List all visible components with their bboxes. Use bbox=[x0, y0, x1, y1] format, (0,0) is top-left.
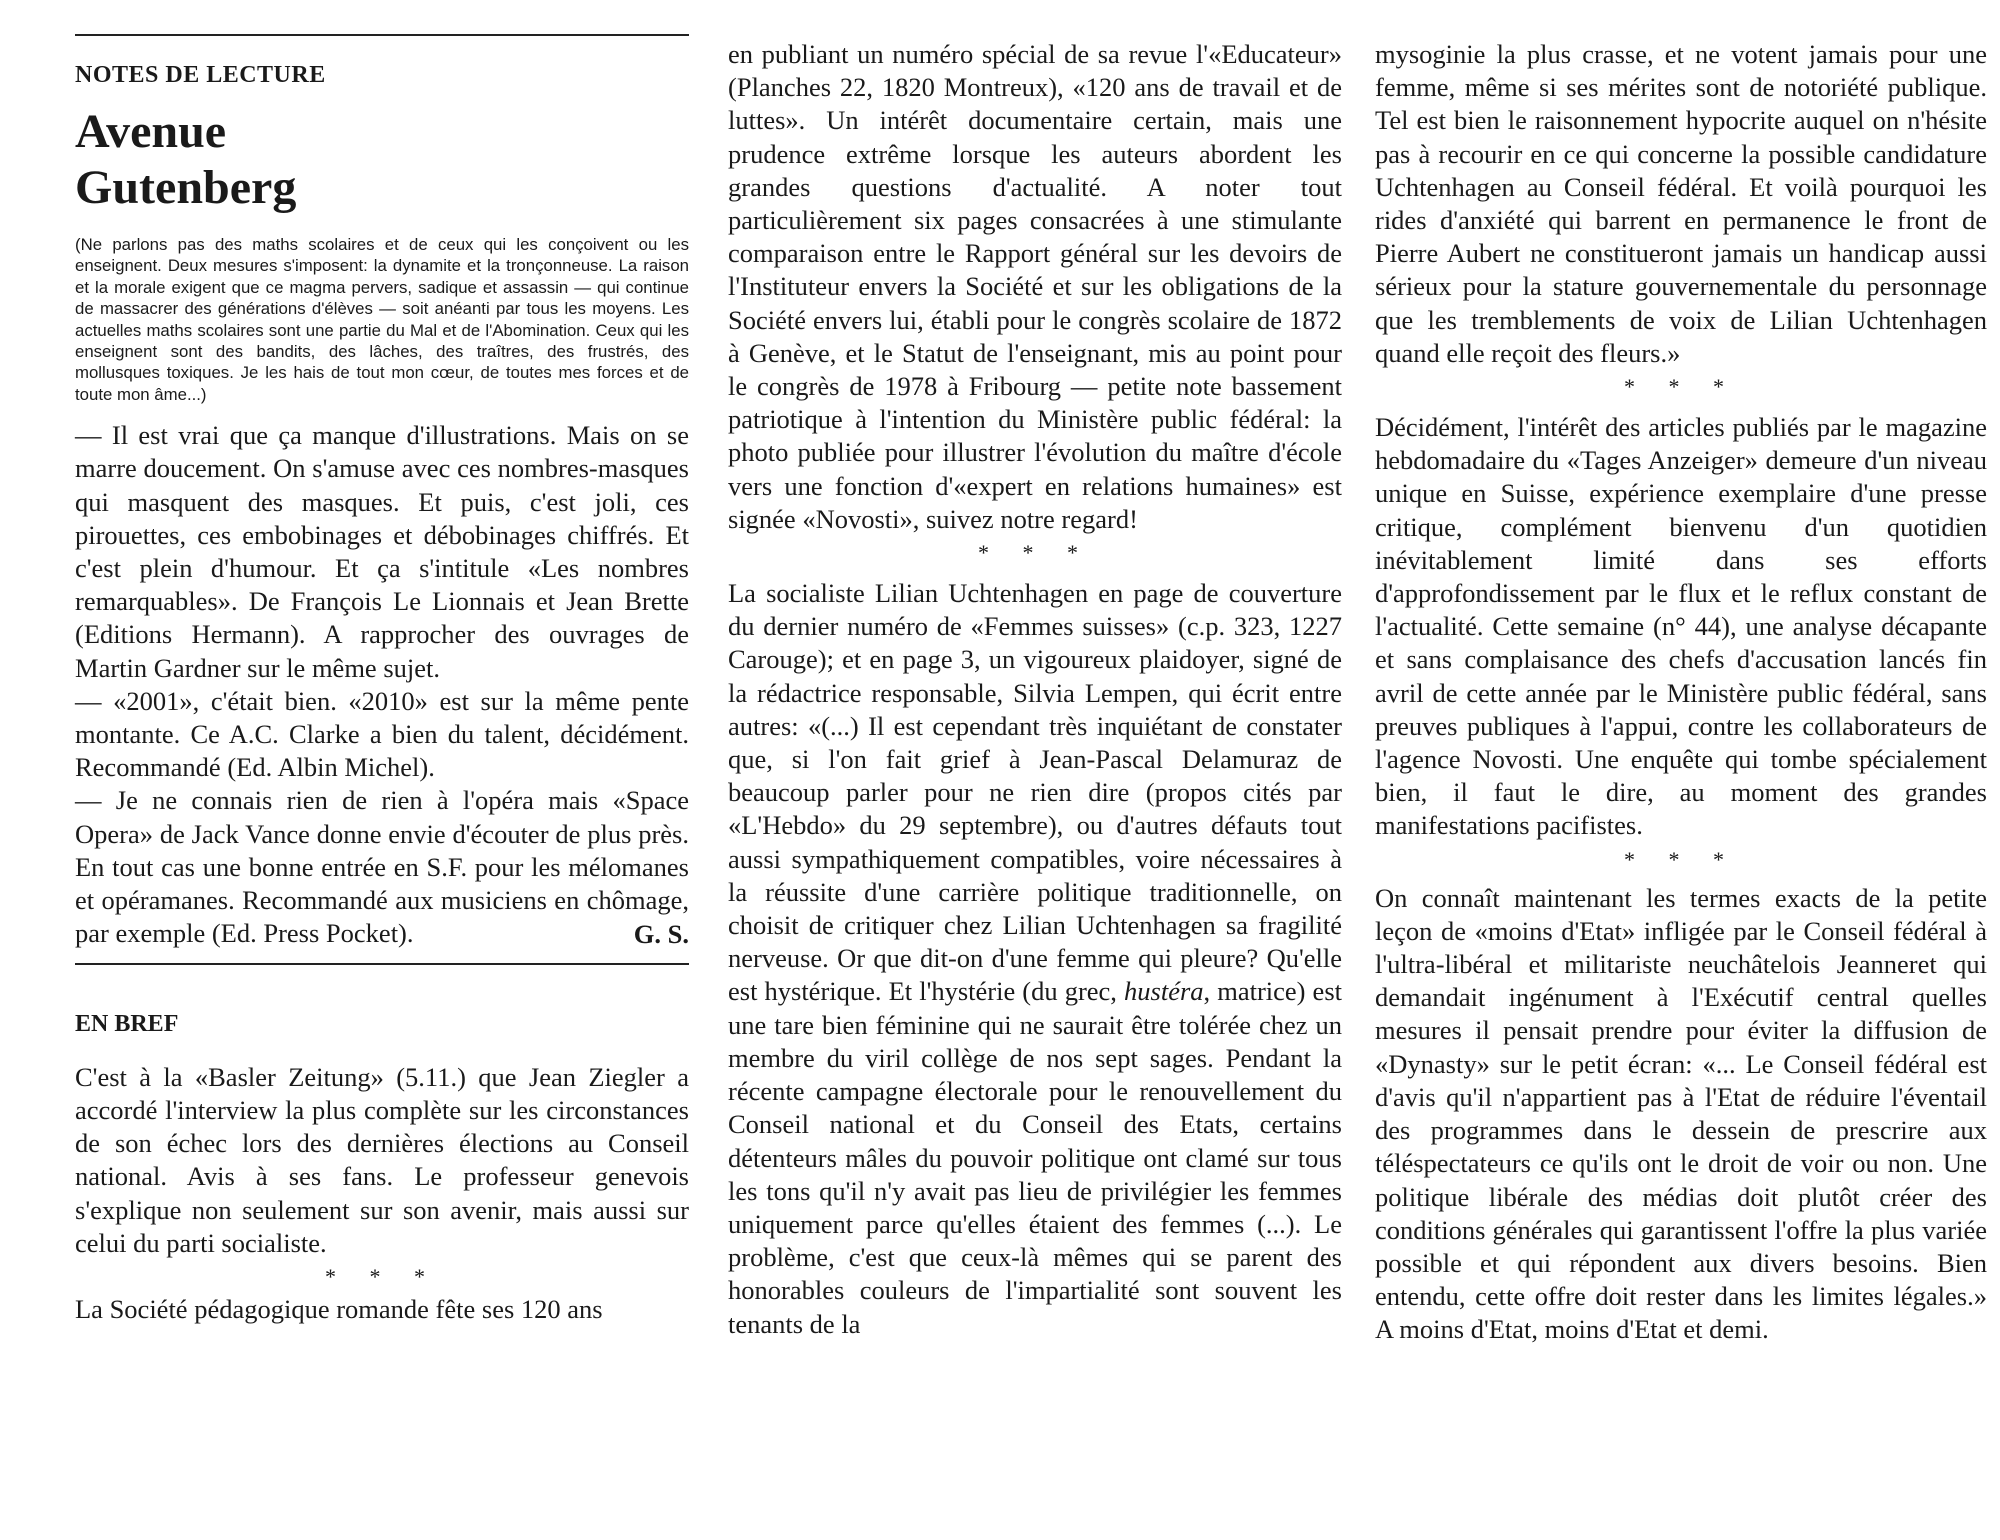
top-rule bbox=[75, 34, 689, 36]
mysoginie-paragraph: mysoginie la plus crasse, et ne votent jamais pour une femme, même si ses mérites sont de notoriété publique. Tel est bien le raisonnement hypocrite auquel on n'hésite pas à recourir en ce qui concerne la possible candidature Uchtenhagen au Conseil fédéral. Et voilà pourquoi les rides d'anxiété qui barrent en permanence le front de Pierre Aubert ne constitueront jamais un handicap aussi sérieux pour la stature gouvernementale du personnage que les tremblements de voix de Lilian Uchtenhagen quand elle reçoit des fleurs.» bbox=[1375, 39, 1987, 368]
section-divider-rule bbox=[75, 963, 689, 965]
uchtenhagen-italic-word: hustéra bbox=[1124, 976, 1204, 1007]
separator-stars: * * * bbox=[325, 1263, 439, 1289]
separator-stars: * * * bbox=[1624, 374, 1738, 400]
column-3 bbox=[1375, 38, 1987, 1347]
headline-line-2: Gutenberg bbox=[75, 161, 297, 214]
uchtenhagen-text-b: , matrice) est une tare bien féminine qui ne saurait être tolérée chez un membre du viril collège de nos sept sages. Pendant la récente campagne électorale pour le renouvellement du Conseil national et du Conseil des Etats, certains détenteurs mâles du pouvoir politique ont clamé sur tous les tons qu'il n'y avait pas lieu de privilégier les femmes uniquement parce qu'elles étaient des femmes (...). Le problème, c'est que ceux-là mêmes qui se parent des honorables couleurs de l'impartialité sont souvent les tenants de la bbox=[728, 976, 1342, 1339]
uchtenhagen-paragraph bbox=[728, 577, 1342, 1341]
separator-stars: * * * bbox=[978, 540, 1092, 566]
bref-paragraph-2-start: La Société pédagogique romande fête ses 120 ans bbox=[75, 1293, 603, 1324]
moins-detat-paragraph: On connaît maintenant les termes exacts de la petite leçon de «moins d'Etat» infligée par le Conseil fédéral à l'ultra-libéral et militariste neuchâtelois Jeanneret qui demandait ingénument à l'Exécutif central quelles mesures il pensait prendre pour éviter la diffusion de «Dynasty» sur le petit écran: «... Le Conseil fédéral est d'avis qu'il n'appartient pas à l'Etat de réduire l'éventail des programmes dans le dessein de prescrire aux téléspectateurs ce qu'ils ont le droit de voir ou non. Une politique libérale des médias doit plutôt créer des conditions générales qui garantissent l'offre la plus variée possible et qui répondent aux divers besoins. Bien entendu, cette offre doit rester dans les limites légales.» A moins d'Etat, moins d'Etat et demi. bbox=[1375, 882, 1987, 1345]
column-2 bbox=[728, 38, 1342, 1341]
article-headline bbox=[75, 104, 689, 216]
tages-anzeiger-paragraph: Décidément, l'intérêt des articles publiés par le magazine hebdomadaire du «Tages Anzeiger» demeure d'un niveau unique en Suisse, expérience exemplaire d'une presse critique, complément bienvenu d'un quotidien inévitablement limité dans ses efforts d'approfondissement par le flux et le reflux constant de l'actualité. Cette semaine (n° 44), une analyse décapante et sans complaisance des chefs d'accusation lancés fin avril de cette année par le Ministère public fédéral, sans preuves publiques à l'appui, contre les collaborateurs de l'agence Novosti. Une enquête qui tombe spécialement bien, il faut le dire, au moment des grandes manifestations pacifistes. bbox=[1375, 412, 1987, 841]
en-bref-kicker: EN BREF bbox=[75, 1010, 179, 1037]
review-paragraph-2: — «2001», c'était bien. «2010» est sur la même pente montante. Ce A.C. Clarke a bien du talent, décidément. Recommandé (Ed. Albin Michel). bbox=[75, 685, 689, 783]
uchtenhagen-text-a: La socialiste Lilian Uchtenhagen en page de couverture du dernier numéro de «Femmes suisses» (c.p. 323, 1227 Carouge); et en page 3, un vigoureux plaidoyer, signé de la rédactrice responsable, Silvia Lempen, qui écrit entre autres: «(...) Il est cependant très inquiétant de constater que, si l'on fait grief à Jean-Pascal Delamuraz de beaucoup parler pour ne rien dire (propos cités par «L'Hebdo» du 29 septembre), ou d'autres défauts tout aussi sympathiquement compatibles, voire nécessaires à la réussite d'une carrière politique traditionnelle, on choisit de critiquer chez Lilian Uchtenhagen sa fragilité nerveuse. Or que dit-on d'une femme qui pleure? Qu'elle est hystérique. Et l'hystérie (du grec, bbox=[728, 578, 1342, 1007]
review-paragraph-3: — Je ne connais rien de rien à l'opéra mais «Space Opera» de Jack Vance donne envie d'écouter de plus près. En tout cas une bonne entrée en S.F. pour les mélomanes et opéramanes. Recommandé aux musiciens en chômage, par exemple (Ed. Press Pocket). bbox=[75, 785, 689, 949]
article-intro: (Ne parlons pas des maths scolaires et de ceux qui les conçoivent ou les enseignent. Deux mesures s'imposent: la dynamite et la tronçonneuse. La raison et la morale exigent que ce magma pervers, sadique et assassin — qui continue de massacrer des générations d'élèves — soit anéanti par tous les moyens. Les actuelles maths scolaires sont une partie du Mal et de l'Abomination. Ceux qui les enseignent sont des bandits, des lâches, des traîtres, des frustrés, des mollusques toxiques. Je les hais de tout mon cœur, de toutes mes forces et de toute mon âme...) bbox=[75, 235, 689, 404]
author-signature: G. S. bbox=[633, 918, 689, 949]
bref-paragraph-1: C'est à la «Basler Zeitung» (5.11.) que Jean Ziegler a accordé l'interview la plus complète sur les circonstances de son échec lors des dernières élections au Conseil national. Avis à ses fans. Le professeur genevois s'explique non seulement sur son avenir, mais aussi sur celui du parti socialiste. bbox=[75, 1061, 689, 1258]
review-paragraph-1: — Il est vrai que ça manque d'illustrations. Mais on se marre doucement. On s'amuse avec ces nombres-masques qui masquent des masques. Et puis, c'est joli, ces pirouettes, ces embobinages et débobinages chiffrés. Et c'est plein d'humour. Et ça s'intitule «Les nombres remarquables». De François Le Lionnais et Jean Brette (Editions Hermann). A rapprocher des ouvrages de Martin Gardner sur le même sujet. bbox=[75, 420, 689, 683]
column-1 bbox=[75, 34, 689, 1326]
separator-stars: * * * bbox=[1624, 846, 1738, 872]
educateur-paragraph: en publiant un numéro spécial de sa revue l'«Educateur» (Planches 22, 1820 Montreux), «120 ans de travail et de luttes». Un intérêt documentaire certain, mais une prudence extrême lorsque les auteurs abordent les grandes questions d'actualité. A noter tout particulièrement six pages consacrées à une stimulante comparaison entre le Rapport général sur les devoirs de l'Instituteur envers la Société et sur les obligations de la Société envers lui, établi pour le congrès scolaire de 1872 à Genève, et le Statut de l'enseignant, mis au point pour le congrès de 1978 à Fribourg — petite note bassement patriotique à l'intention du Ministère public fédéral: la photo publiée pour illustrer l'évolution du maître d'école vers une fonction d'«expert en relations humaines» est signée «Novosti», suivez notre regard! bbox=[728, 39, 1342, 534]
headline-line-1: Avenue bbox=[75, 105, 227, 158]
section-kicker: NOTES DE LECTURE bbox=[75, 62, 326, 88]
